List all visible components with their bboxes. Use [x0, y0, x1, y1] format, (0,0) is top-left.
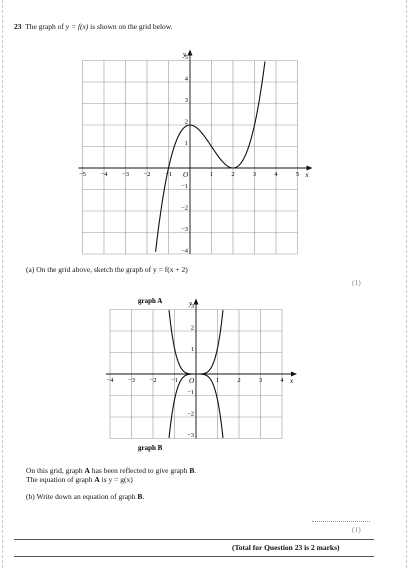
x-tick-label: 2: [231, 171, 235, 178]
x-axis-arrow: [291, 372, 297, 377]
x-axis-label: x: [290, 377, 294, 385]
x-tick-label: 1: [209, 171, 214, 178]
origin-label: O: [189, 377, 195, 385]
x-tick-label: 3: [252, 171, 257, 178]
y-tick-label: 3: [184, 97, 188, 104]
answer-line[interactable]: [312, 521, 370, 522]
x-axis-label: x: [305, 171, 309, 179]
x-tick-label: 1: [215, 377, 220, 384]
x-tick-label: −5: [79, 171, 86, 178]
y-tick-label: 1: [184, 140, 188, 147]
intro-text-before: The graph of: [25, 22, 66, 31]
x-tick-label: 5: [295, 171, 300, 178]
part-b-line2: The equation of graph A is y = g(x): [26, 475, 133, 484]
y-tick-label: −2: [181, 204, 188, 212]
graph-ab-grid: [104, 294, 304, 454]
intro-text-after: is shown on the grid below.: [88, 22, 173, 31]
x-tick-label: 2: [237, 377, 241, 384]
y-tick-label: −2: [187, 410, 194, 418]
x-tick-label: −2: [143, 171, 151, 178]
y-tick-label: −3: [187, 432, 194, 439]
y-tick-label: −1: [181, 183, 188, 190]
x-axis-arrow: [307, 166, 313, 171]
x-tick-label: 4: [274, 171, 278, 178]
divider-top: [14, 539, 374, 540]
intro-function: y = f(x): [65, 22, 89, 31]
y-tick-label: 2: [190, 324, 194, 332]
y-tick-label: 4: [184, 75, 188, 83]
part-b-marks: (1): [352, 525, 361, 534]
x-tick-label: −1: [171, 377, 178, 384]
y-axis-label: y: [183, 50, 187, 59]
x-tick-label: 4: [280, 377, 284, 384]
x-tick-label: −3: [122, 171, 129, 178]
y-tick-label: 1: [190, 346, 194, 353]
y-axis-arrow: [188, 50, 193, 56]
x-tick-label: 3: [258, 377, 263, 384]
y-tick-label: 2: [184, 118, 188, 126]
y-tick-label: −3: [181, 226, 188, 233]
x-tick-label: −4: [100, 171, 108, 178]
x-tick-label: −1: [165, 171, 172, 178]
x-tick-label: −3: [128, 377, 135, 384]
question-number: 23: [14, 22, 22, 31]
y-tick-label: 3: [190, 303, 194, 310]
y-tick-label: −4: [181, 247, 188, 255]
graph-f-grid[interactable]: [79, 40, 330, 255]
graph-a-label: graph A: [138, 297, 163, 305]
total-marks: (Total for Question 23 is 2 marks): [232, 543, 340, 552]
y-axis-label: y: [189, 299, 193, 308]
part-b-question: (b) Write down an equation of graph B.: [26, 492, 145, 501]
x-tick-label: −4: [106, 377, 114, 384]
page-left-edge: [2, 0, 3, 568]
part-a-marks: (1): [352, 278, 361, 287]
page-right-edge: [406, 0, 407, 568]
y-tick-label: −1: [187, 389, 194, 396]
x-tick-label: −2: [149, 377, 157, 384]
graph-b-label: graph B: [138, 444, 163, 452]
question-intro: [14, 22, 173, 31]
y-axis-arrow: [194, 299, 199, 305]
part-b-line1: On this grid, graph A has been reflected to give graph B.: [26, 466, 197, 475]
origin-label: O: [183, 171, 189, 179]
y-tick-label: 5: [184, 54, 188, 61]
part-a-text: (a) On the grid above, sketch the graph of y = f(x + 2): [26, 265, 188, 274]
curve-f: [156, 61, 265, 251]
divider-bottom: [14, 556, 374, 557]
